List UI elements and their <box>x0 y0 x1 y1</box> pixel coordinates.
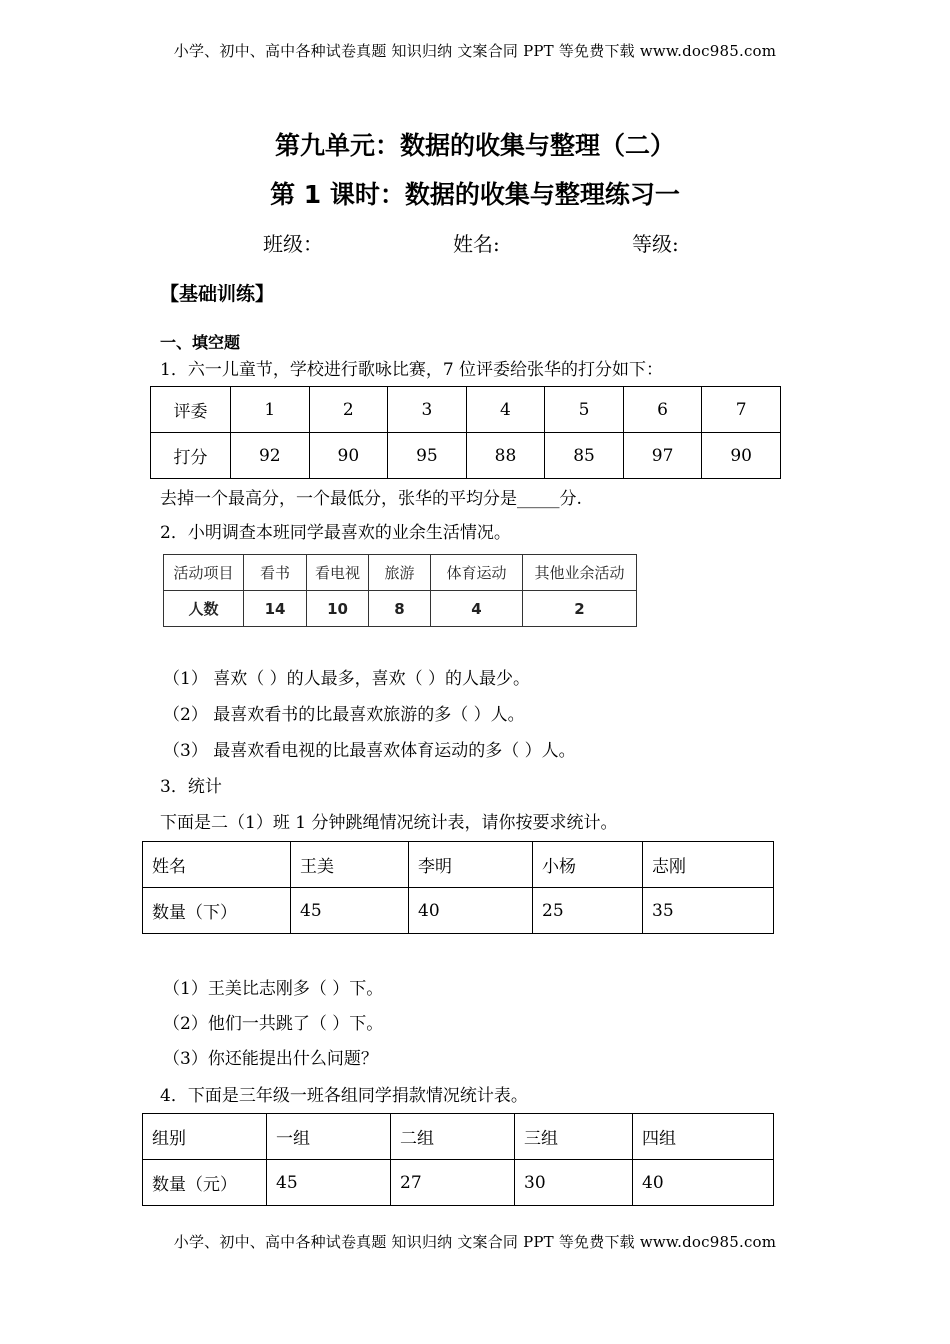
table-cell: 95 <box>388 433 467 479</box>
q2-sub2: （2） 最喜欢看书的比最喜欢旅游的多（ ）人。 <box>163 705 525 725</box>
table-cell: 25 <box>533 888 643 934</box>
lesson-title: 第 1 课时：数据的收集与整理练习一 <box>270 180 680 209</box>
table-cell: 4 <box>466 387 545 433</box>
table-row <box>143 888 774 934</box>
name-label: 姓名: <box>453 232 500 256</box>
part-title: 一、填空题 <box>160 333 241 352</box>
table-cell: 姓名 <box>143 842 291 888</box>
table-cell: 35 <box>643 888 774 934</box>
class-label: 班级： <box>263 232 323 256</box>
q1-table <box>150 386 781 479</box>
table-row <box>151 387 781 433</box>
table-cell: 14 <box>244 591 307 627</box>
table-cell: 组别 <box>143 1114 267 1160</box>
q3-table <box>142 841 774 934</box>
table-cell: 3 <box>388 387 467 433</box>
table-row <box>143 1114 774 1160</box>
page-header: 小学、初中、高中各种试卷真题 知识归纳 文案合同 PPT 等免费下载 www.doc985.com <box>173 42 777 60</box>
table-cell: 8 <box>369 591 431 627</box>
table-cell: 40 <box>633 1160 774 1206</box>
table-cell: 打分 <box>151 433 231 479</box>
table-cell: 体育运动 <box>431 555 523 591</box>
table-cell: 活动项目 <box>164 555 244 591</box>
table-cell: 其他业余活动 <box>523 555 637 591</box>
table-cell: 6 <box>623 387 702 433</box>
q4-table <box>142 1113 774 1206</box>
table-cell: 评委 <box>151 387 231 433</box>
table-cell: 小杨 <box>533 842 643 888</box>
table-cell: 92 <box>231 433 310 479</box>
q3-desc: 下面是二（1）班 1 分钟跳绳情况统计表，请你按要求统计。 <box>160 813 618 833</box>
table-cell: 90 <box>309 433 388 479</box>
table-row <box>143 842 774 888</box>
table-row <box>164 555 637 591</box>
q2-sub3: （3） 最喜欢看电视的比最喜欢体育运动的多（ ）人。 <box>163 741 576 761</box>
table-cell: 一组 <box>267 1114 391 1160</box>
table-cell: 1 <box>231 387 310 433</box>
q1-text: 1．六一儿童节，学校进行歌咏比赛，7 位评委给张华的打分如下： <box>160 360 664 380</box>
table-cell: 7 <box>702 387 781 433</box>
table-cell: 2 <box>523 591 637 627</box>
table-cell: 看电视 <box>307 555 369 591</box>
table-row <box>164 591 637 627</box>
table-row <box>151 433 781 479</box>
table-cell: 45 <box>291 888 409 934</box>
table-cell: 四组 <box>633 1114 774 1160</box>
q2-text: 2．小明调查本班同学最喜欢的业余生活情况。 <box>160 523 511 543</box>
grade-label: 等级: <box>632 232 679 256</box>
table-cell: 数量（下） <box>143 888 291 934</box>
table-cell: 人数 <box>164 591 244 627</box>
q3-sub2: （2）他们一共跳了（ ）下。 <box>163 1014 384 1034</box>
q3-sub3: （3）你还能提出什么问题？ <box>163 1049 378 1069</box>
table-cell: 王美 <box>291 842 409 888</box>
table-cell: 旅游 <box>369 555 431 591</box>
table-cell: 45 <box>267 1160 391 1206</box>
table-cell: 85 <box>545 433 624 479</box>
table-cell: 97 <box>623 433 702 479</box>
table-cell: 90 <box>702 433 781 479</box>
table-cell: 数量（元） <box>143 1160 267 1206</box>
table-cell: 30 <box>515 1160 633 1206</box>
table-cell: 40 <box>409 888 533 934</box>
table-cell: 看书 <box>244 555 307 591</box>
table-cell: 三组 <box>515 1114 633 1160</box>
table-cell: 27 <box>391 1160 515 1206</box>
section-title: 【基础训练】 <box>160 283 275 305</box>
q2-sub1: （1） 喜欢（ ）的人最多，喜欢（ ）的人最少。 <box>163 669 531 689</box>
table-cell: 2 <box>309 387 388 433</box>
q3-sub1: （1）王美比志刚多（ ）下。 <box>163 979 384 999</box>
page-title: 第九单元：数据的收集与整理（二） <box>274 131 675 160</box>
q1-after: 去掉一个最高分，一个最低分，张华的平均分是_____分. <box>160 489 582 509</box>
table-cell: 志刚 <box>643 842 774 888</box>
table-cell: 二组 <box>391 1114 515 1160</box>
page-footer: 小学、初中、高中各种试卷真题 知识归纳 文案合同 PPT 等免费下载 www.doc985.com <box>173 1233 777 1251</box>
q3-text: 3．统计 <box>160 777 222 797</box>
table-cell: 李明 <box>409 842 533 888</box>
q4-text: 4．下面是三年级一班各组同学捐款情况统计表。 <box>160 1086 528 1106</box>
table-cell: 10 <box>307 591 369 627</box>
table-cell: 88 <box>466 433 545 479</box>
table-cell: 4 <box>431 591 523 627</box>
table-row <box>143 1160 774 1206</box>
q2-table <box>163 554 637 627</box>
table-cell: 5 <box>545 387 624 433</box>
